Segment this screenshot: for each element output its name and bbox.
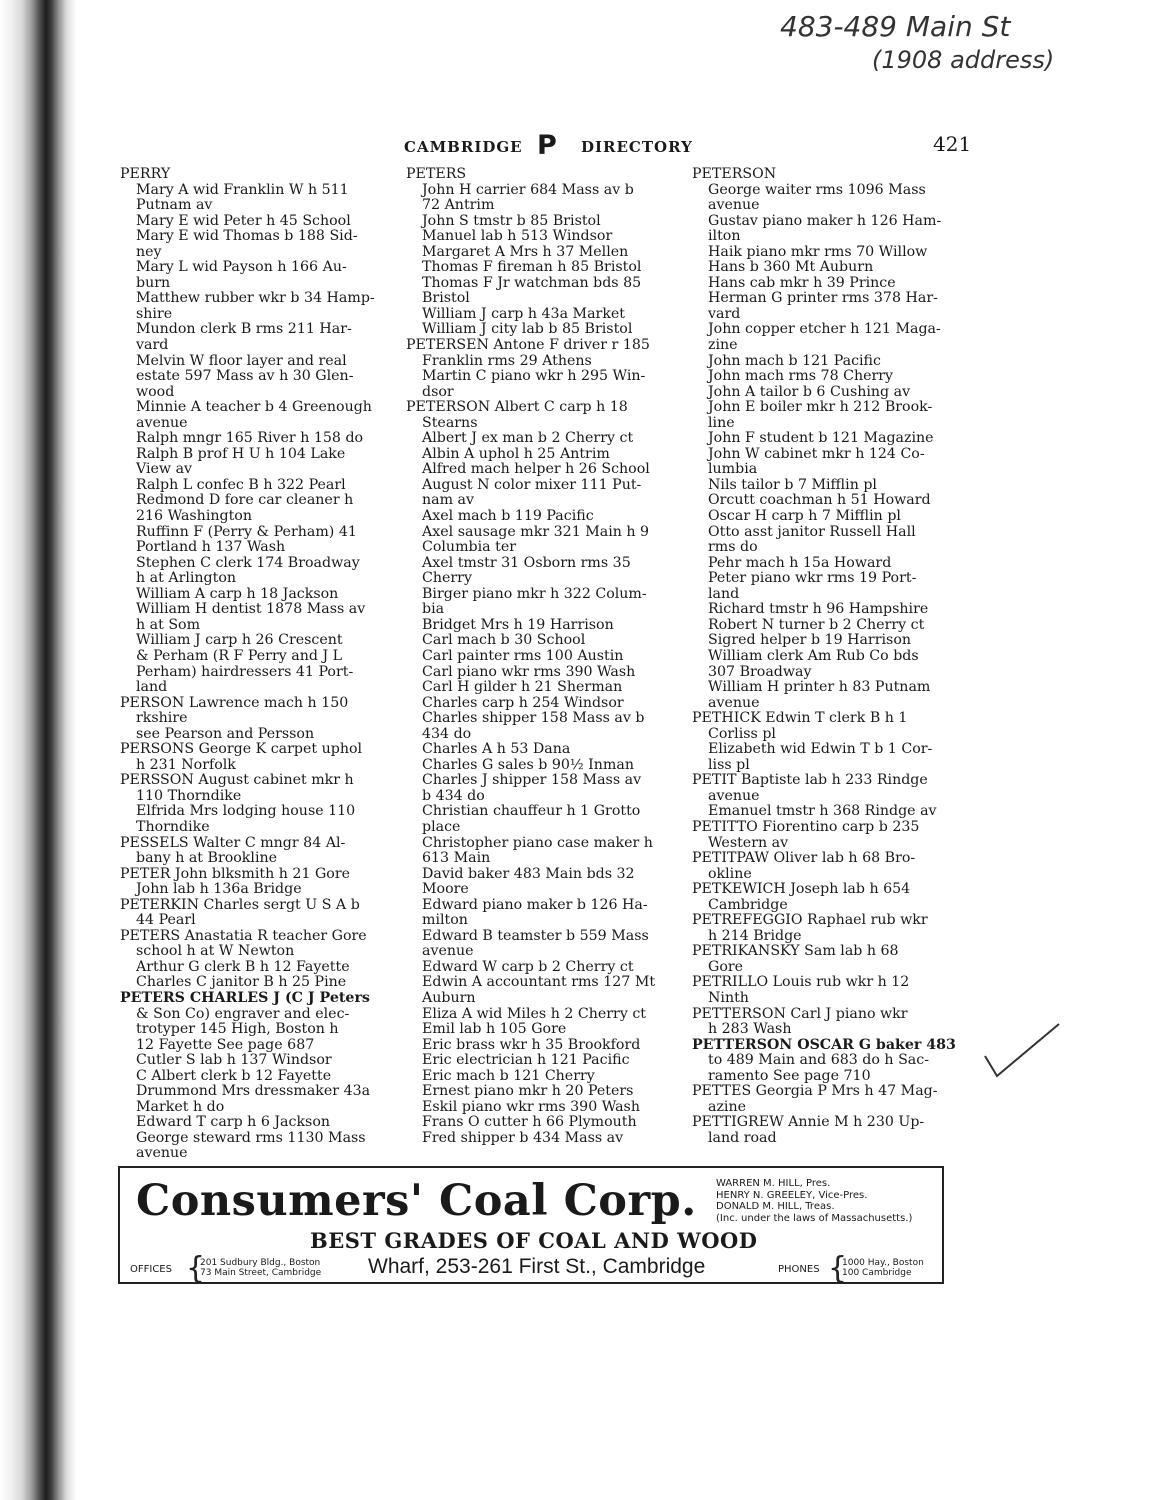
directory-entry-line: shire <box>136 306 173 322</box>
directory-entry-line: Drummond Mrs dressmaker 43a <box>136 1084 371 1100</box>
directory-entry-line: Nils tailor b 7 Mifflin pl <box>708 477 877 493</box>
directory-entry-line: Axel sausage mkr 321 Main h 9 <box>422 524 650 540</box>
directory-entry-heading: PERSSON August cabinet mkr h <box>120 773 354 789</box>
directory-entry-line: school h at W Newton <box>136 944 295 960</box>
directory-entry-line: Elfrida Mrs lodging house 110 <box>136 804 356 820</box>
directory-entry-line: Ninth <box>708 990 749 1006</box>
directory-entry-line: Eric brass wkr h 35 Brookford <box>422 1037 641 1053</box>
directory-entry-line: Perham) hairdressers 41 Port- <box>136 664 354 680</box>
ad-office-addresses <box>200 1258 321 1278</box>
directory-entry-line: Franklin rms 29 Athens <box>422 353 592 369</box>
directory-entry-line: Charles A h 53 Dana <box>422 742 571 758</box>
directory-entry-line: Eric mach b 121 Cherry <box>422 1068 595 1084</box>
directory-entry-line: Gore <box>708 959 744 975</box>
directory-entry-line: Alfred mach helper h 26 School <box>422 462 650 478</box>
ad-tagline: BEST GRADES OF COAL AND WOOD <box>310 1228 758 1253</box>
directory-entry-line: Oscar H carp h 7 Mifflin pl <box>708 509 901 525</box>
directory-entry-heading: PETERS CHARLES J (C J Peters <box>120 990 370 1006</box>
directory-entry-line: Albert J ex man b 2 Cherry ct <box>422 431 634 447</box>
brace-icon: { <box>828 1251 848 1286</box>
directory-entry-line: Auburn <box>422 990 476 1006</box>
header-letter: P <box>537 130 557 161</box>
directory-entry-line: h 283 Wash <box>708 1022 792 1038</box>
ad-office-cambridge: 73 Main Street, Cambridge <box>200 1268 322 1278</box>
directory-entry-line: 12 Fayette See page 687 <box>136 1037 315 1053</box>
header-city: CAMBRIDGE <box>404 138 523 156</box>
directory-entry-line: Mary E wid Peter h 45 School <box>136 213 351 229</box>
directory-entry-heading: PETERSON <box>692 167 777 182</box>
directory-entry-line: h 214 Bridge <box>708 928 802 944</box>
directory-entry-line: 72 Antrim <box>422 198 495 214</box>
directory-entry-line: Christopher piano case maker h <box>422 835 653 851</box>
directory-entry-heading: PETITTO Fiorentino carp b 235 <box>692 819 920 835</box>
directory-entry-line: John A tailor b 6 Cushing av <box>708 384 911 400</box>
directory-entry-line: Hans b 360 Mt Auburn <box>708 260 874 276</box>
directory-entry-line: azine <box>708 1099 747 1115</box>
directory-entry-line: Mary E wid Thomas b 188 Sid- <box>136 229 358 245</box>
directory-entry-line: Melvin W floor layer and real <box>136 353 347 369</box>
directory-entry-heading: PETREFEGGIO Raphael rub wkr <box>692 913 928 929</box>
directory-entry-line: avenue <box>708 198 760 214</box>
directory-entry-line: 307 Broadway <box>708 664 812 680</box>
directory-entry-line: estate 597 Mass av h 30 Glen- <box>136 369 354 385</box>
ad-offices-label: OFFICES <box>130 1264 172 1275</box>
directory-entry-line: Moore <box>422 882 469 898</box>
directory-entry-line: Ruffinn F (Perry & Perham) 41 <box>136 524 357 540</box>
directory-entry-line: h at Arlington <box>136 571 237 587</box>
ad-incorporation: (Inc. under the laws of Massachusetts.) <box>716 1212 913 1224</box>
directory-entry-line: Portland h 137 Wash <box>136 540 286 556</box>
directory-entry-heading: PETTERSON OSCAR G baker 483 <box>692 1037 956 1053</box>
directory-entry-line: land <box>708 586 740 602</box>
directory-entry-line: wood <box>136 384 175 400</box>
directory-entry-line: John copper etcher h 121 Maga- <box>708 322 941 338</box>
directory-entry-heading: PETRILLO Louis rub wkr h 12 <box>692 975 910 991</box>
directory-entry-heading: PETTERSON Carl J piano wkr <box>692 1006 908 1022</box>
directory-entry-line: avenue <box>136 415 188 431</box>
directory-entry-heading: PERRY <box>120 167 171 182</box>
ad-contact-row <box>130 1251 936 1286</box>
directory-entry-line: John mach b 121 Pacific <box>708 353 881 369</box>
directory-entry-line: & Son Co) engraver and elec- <box>136 1006 350 1022</box>
directory-entry-line: avenue <box>136 1146 188 1162</box>
directory-entry-line: avenue <box>708 788 760 804</box>
directory-entry-line: John H carrier 684 Mass av b <box>422 182 634 198</box>
directory-entry-line: Market h do <box>136 1099 225 1115</box>
directory-entry-line: Cutler S lab h 137 Windsor <box>136 1053 332 1069</box>
directory-entry-line: h at Som <box>136 617 201 633</box>
directory-entry-heading: PETITPAW Oliver lab h 68 Bro- <box>692 851 916 867</box>
directory-entry-line: Otto asst janitor Russell Hall <box>708 524 916 540</box>
directory-entry-line: Mundon clerk B rms 211 Har- <box>136 322 352 338</box>
directory-entry-line: Richard tmstr h 96 Hampshire <box>708 602 929 618</box>
directory-column-1 <box>120 167 406 1162</box>
directory-entry-heading: PERSON Lawrence mach h 150 <box>120 695 349 711</box>
directory-entry-line: Eric electrician h 121 Pacific <box>422 1053 630 1069</box>
directory-entry-line: Pehr mach h 15a Howard <box>708 555 892 571</box>
directory-entry-line: okline <box>708 866 752 882</box>
directory-entry-line: Eskil piano wkr rms 390 Wash <box>422 1099 640 1115</box>
directory-entry-line: avenue <box>708 695 760 711</box>
directory-entry-heading: PETERSON Albert C carp h 18 <box>406 400 628 416</box>
directory-entry-line: John S tmstr b 85 Bristol <box>422 213 601 229</box>
directory-entry-line: Manuel lab h 513 Windsor <box>422 229 613 245</box>
directory-entry-line: Herman G printer rms 378 Har- <box>708 291 938 307</box>
page-header <box>0 132 1162 162</box>
directory-entry-line: 613 Main <box>422 851 491 867</box>
directory-entry-line: Gustav piano maker h 126 Ham- <box>708 213 942 229</box>
directory-entry-line: b 434 do <box>422 788 485 804</box>
ad-phone-cambridge: 100 Cambridge <box>842 1268 912 1278</box>
directory-entry-line: bia <box>422 602 445 618</box>
directory-entry-line: Hans cab mkr h 39 Prince <box>708 275 896 291</box>
directory-entry-heading: PETERS <box>406 167 467 182</box>
directory-entry-line: ney <box>136 244 162 260</box>
directory-entry-line: William H printer h 83 Putnam <box>708 680 931 696</box>
directory-entry-line: Charles carp h 254 Windsor <box>422 695 624 711</box>
directory-entry-heading: PETHICK Edwin T clerk B h 1 <box>692 711 908 727</box>
directory-entry-line: land road <box>708 1130 777 1146</box>
directory-entry-line: Corliss pl <box>708 726 776 742</box>
directory-entry-line: Robert N turner b 2 Cherry ct <box>708 617 925 633</box>
directory-entry-line: line <box>708 415 735 431</box>
directory-entry-line: William A carp h 18 Jackson <box>136 586 339 602</box>
directory-entry-line: Mary A wid Franklin W h 511 <box>136 182 349 198</box>
directory-entry-line: Birger piano mkr h 322 Colum- <box>422 586 647 602</box>
directory-entry-line: Charles G sales b 90½ Inman <box>422 757 634 773</box>
directory-entry-line: burn <box>136 275 171 291</box>
directory-entry-line: William J carp h 26 Crescent <box>136 633 343 649</box>
directory-entry-line: John lab h 136a Bridge <box>136 882 302 898</box>
directory-entry-line: Charles shipper 158 Mass av b <box>422 711 645 727</box>
directory-entry-line: Thorndike <box>136 819 210 835</box>
ad-officer-vice-president: HENRY N. GREELEY, Vice-Pres. <box>716 1189 868 1201</box>
directory-entry-line: bany h at Brookline <box>136 851 278 867</box>
directory-entry-heading: PETRIKANSKY Sam lab h 68 <box>692 944 899 960</box>
directory-entry-line: lumbia <box>708 462 758 478</box>
handwritten-note-year: (1908 address) <box>872 46 1055 74</box>
directory-entry-line: Carl painter rms 100 Austin <box>422 648 624 664</box>
directory-entry-line: see Pearson and Persson <box>136 726 315 742</box>
directory-entry-line: Elizabeth wid Edwin T b 1 Cor- <box>708 742 933 758</box>
directory-entry-line: August N color mixer 111 Put- <box>422 477 642 493</box>
directory-entry-line: Christian chauffeur h 1 Grotto <box>422 804 641 820</box>
directory-entry-line: avenue <box>422 944 474 960</box>
directory-entry-line: Thomas F fireman h 85 Bristol <box>422 260 642 276</box>
directory-entry-line: Ralph mngr 165 River h 158 do <box>136 431 364 447</box>
directory-entry-line: rkshire <box>136 711 188 727</box>
directory-entry-line: Ernest piano mkr h 20 Peters <box>422 1084 634 1100</box>
directory-entry-line: Martin C piano wkr h 295 Win- <box>422 369 646 385</box>
directory-entry-line: George waiter rms 1096 Mass <box>708 182 926 198</box>
directory-entry-line: Albin A uphol h 25 Antrim <box>422 446 610 462</box>
directory-entry-line: William H dentist 1878 Mass av <box>136 602 366 618</box>
directory-entry-line: vard <box>708 306 741 322</box>
coal-advertisement <box>118 1166 944 1284</box>
directory-entry-line: John E boiler mkr h 212 Brook- <box>708 400 933 416</box>
directory-entry-line: zine <box>708 338 738 354</box>
directory-entry-line: Fred shipper b 434 Mass av <box>422 1130 624 1146</box>
directory-entry-line: trotyper 145 High, Boston h <box>136 1022 339 1038</box>
directory-entry-line: Frans O cutter h 66 Plymouth <box>422 1115 637 1131</box>
directory-entry-line: Bristol <box>422 291 470 307</box>
directory-entry-heading: PESSELS Walter C mngr 84 Al- <box>120 835 346 851</box>
directory-entry-heading: PETTES Georgia P Mrs h 47 Mag- <box>692 1084 938 1100</box>
ad-phone-numbers <box>842 1258 924 1278</box>
directory-entry-line: Eliza A wid Miles h 2 Cherry ct <box>422 1006 647 1022</box>
directory-entry-line: dsor <box>422 384 454 400</box>
brace-icon: { <box>186 1251 206 1286</box>
directory-entry-line: 110 Thorndike <box>136 788 242 804</box>
directory-entry-line: Arthur G clerk B h 12 Fayette <box>136 959 350 975</box>
directory-entry-heading: PERSONS George K carpet uphol <box>120 742 363 758</box>
directory-entry-line: milton <box>422 913 468 929</box>
directory-entry-heading: PETIT Baptiste lab h 233 Rindge <box>692 773 928 789</box>
directory-entry-line: William J carp h 43a Market <box>422 306 626 322</box>
directory-entry-line: Axel mach b 119 Pacific <box>422 509 594 525</box>
directory-entry-heading: PETKEWICH Joseph lab h 654 <box>692 882 911 898</box>
directory-entry-line: Thomas F Jr watchman bds 85 <box>422 275 642 291</box>
directory-entry-line: Axel tmstr 31 Osborn rms 35 <box>422 555 631 571</box>
directory-entry-line: vard <box>136 338 169 354</box>
directory-entry-line: John W cabinet mkr h 124 Co- <box>708 446 925 462</box>
directory-entry-line: liss pl <box>708 757 750 773</box>
directory-entry-line: Carl H gilder h 21 Sherman <box>422 680 623 696</box>
directory-entry-line: C Albert clerk b 12 Fayette <box>136 1068 332 1084</box>
directory-entry-line: land <box>136 680 168 696</box>
directory-entry-line: rms do <box>708 540 758 556</box>
directory-entry-heading: PETERSEN Antone F driver r 185 <box>406 338 650 354</box>
directory-entry-line: Edward B teamster b 559 Mass <box>422 928 649 944</box>
directory-column-3 <box>692 167 978 1146</box>
page-number: 421 <box>933 132 972 156</box>
directory-entry-heading: PETERKIN Charles sergt U S A b <box>120 897 360 913</box>
directory-entry-line: Orcutt coachman h 51 Howard <box>708 493 931 509</box>
directory-entry-line: Western av <box>708 835 789 851</box>
directory-entry-line: Edward W carp b 2 Cherry ct <box>422 959 634 975</box>
directory-entry-line: place <box>422 819 461 835</box>
directory-entry-line: Putnam av <box>136 198 213 214</box>
directory-entry-line: & Perham (R F Perry and J L <box>136 648 343 664</box>
ad-officer-president: WARREN M. HILL, Pres. <box>716 1178 831 1189</box>
ad-company-name: Consumers' Coal Corp. <box>136 1176 697 1226</box>
directory-entry-heading: PETTIGREW Annie M h 230 Up- <box>692 1115 925 1131</box>
ad-officers <box>716 1178 912 1224</box>
ad-phone-boston: 1000 Hay., Boston <box>842 1258 924 1268</box>
directory-entry-line: ramento See page 710 <box>708 1068 871 1084</box>
directory-entry-line: Ralph L confec B h 322 Pearl <box>136 477 346 493</box>
directory-entry-line: Peter piano wkr rms 19 Port- <box>708 571 917 587</box>
ad-phones-label: PHONES <box>778 1264 820 1275</box>
directory-entry-line: ilton <box>708 229 741 245</box>
directory-entry-line: Matthew rubber wkr b 34 Hamp- <box>136 291 375 307</box>
directory-entry-line: 216 Washington <box>136 509 252 525</box>
directory-entry-line: Redmond D fore car cleaner h <box>136 493 354 509</box>
directory-entry-line: William J city lab b 85 Bristol <box>422 322 633 338</box>
directory-entry-line: Ralph B prof H U h 104 Lake <box>136 446 346 462</box>
directory-entry-line: Mary L wid Payson h 166 Au- <box>136 260 347 276</box>
directory-entry-heading: PETER John blksmith h 21 Gore <box>120 866 351 882</box>
directory-entry-line: Sigred helper b 19 Harrison <box>708 633 911 649</box>
directory-entry-line: Carl piano wkr rms 390 Wash <box>422 664 636 680</box>
ad-officer-treasurer: DONALD M. HILL, Treas. <box>716 1201 835 1212</box>
directory-entry-line: Emil lab h 105 Gore <box>422 1022 567 1038</box>
handwritten-note-address: 483-489 Main St <box>780 10 1011 43</box>
ad-office-boston: 201 Sudbury Bldg., Boston <box>200 1258 321 1268</box>
directory-entry-line: Bridget Mrs h 19 Harrison <box>422 617 614 633</box>
directory-entry-line: Columbia ter <box>422 540 516 556</box>
directory-entry-line: Charles J shipper 158 Mass av <box>422 773 642 789</box>
directory-entry-line: John mach rms 78 Cherry <box>708 369 894 385</box>
directory-entry-line: William clerk Am Rub Co bds <box>708 648 919 664</box>
directory-entry-line: Stearns <box>422 415 478 431</box>
directory-entry-line: Edward piano maker b 126 Ha- <box>422 897 648 913</box>
directory-column-2 <box>406 167 692 1146</box>
directory-entry-line: Margaret A Mrs h 37 Mellen <box>422 244 629 260</box>
directory-entry-line: Charles C janitor B h 25 Pine <box>136 975 347 991</box>
directory-entry-line: Edwin A accountant rms 127 Mt <box>422 975 656 991</box>
directory-entry-line: Cherry <box>422 571 472 587</box>
directory-entry-line: to 489 Main and 683 do h Sac- <box>708 1053 929 1069</box>
header-directory: DIRECTORY <box>581 138 693 156</box>
directory-entry-line: 434 do <box>422 726 472 742</box>
directory-entry-line: Minnie A teacher b 4 Greenough <box>136 400 372 416</box>
directory-entry-line: John F student b 121 Magazine <box>708 431 934 447</box>
directory-entry-line: Edward T carp h 6 Jackson <box>136 1115 330 1131</box>
directory-entry-line: Carl mach b 30 School <box>422 633 586 649</box>
directory-entry-line: Emanuel tmstr h 368 Rindge av <box>708 804 937 820</box>
ad-wharf-address: Wharf, 253-261 First St., Cambridge <box>368 1255 706 1278</box>
directory-entry-line: David baker 483 Main bds 32 <box>422 866 635 882</box>
page-binding-shadow <box>0 0 110 1500</box>
checkmark-icon <box>983 1022 1061 1078</box>
directory-entry-line: Stephen C clerk 174 Broadway <box>136 555 360 571</box>
directory-entry-line: nam av <box>422 493 475 509</box>
directory-entry-heading: PETERS Anastatia R teacher Gore <box>120 928 367 944</box>
directory-entry-line: George steward rms 1130 Mass <box>136 1130 366 1146</box>
directory-entry-line: View av <box>136 462 193 478</box>
directory-entry-line: Haik piano mkr rms 70 Willow <box>708 244 928 260</box>
directory-entry-line: Cambridge <box>708 897 788 913</box>
directory-entry-line: h 231 Norfolk <box>136 757 236 773</box>
directory-entry-line: 44 Pearl <box>136 913 196 929</box>
